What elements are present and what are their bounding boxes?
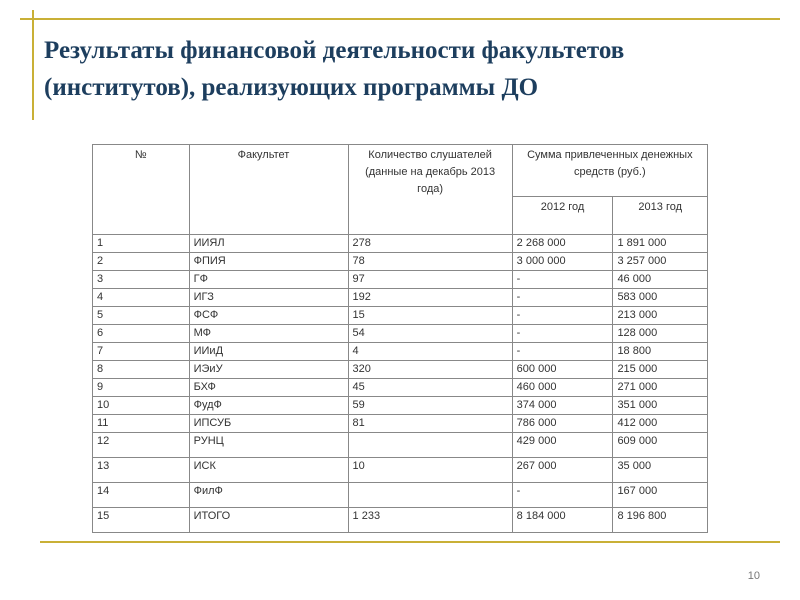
cell-number: 10 — [93, 397, 190, 415]
cell-faculty: ФПИЯ — [189, 253, 348, 271]
cell-number: 8 — [93, 361, 190, 379]
table-row — [93, 361, 708, 379]
cell-number: 1 — [93, 235, 190, 253]
cell-student-count: 10 — [348, 458, 512, 483]
cell-sum-2012: 786 000 — [512, 415, 613, 433]
cell-faculty: БХФ — [189, 379, 348, 397]
cell-sum-2012: 3 000 000 — [512, 253, 613, 271]
cell-student-count: 278 — [348, 235, 512, 253]
table-row — [93, 289, 708, 307]
table-row — [93, 271, 708, 289]
cell-number: 3 — [93, 271, 190, 289]
table-row — [93, 415, 708, 433]
header-number: № — [93, 145, 190, 235]
table-row — [93, 379, 708, 397]
cell-sum-2013: 8 196 800 — [613, 508, 708, 533]
cell-student-count: 1 233 — [348, 508, 512, 533]
cell-sum-2012: - — [512, 307, 613, 325]
cell-faculty: ФСФ — [189, 307, 348, 325]
cell-student-count: 59 — [348, 397, 512, 415]
table-row — [93, 307, 708, 325]
header-funds-raised: Сумма привлеченных денежных средств (руб.) — [512, 145, 707, 197]
cell-faculty: ФудФ — [189, 397, 348, 415]
cell-sum-2012: 2 268 000 — [512, 235, 613, 253]
table-row — [93, 483, 708, 508]
cell-faculty: РУНЦ — [189, 433, 348, 458]
cell-number: 11 — [93, 415, 190, 433]
cell-sum-2012: - — [512, 289, 613, 307]
cell-student-count: 54 — [348, 325, 512, 343]
table-row — [93, 458, 708, 483]
header-year-2013: 2013 год — [613, 197, 708, 235]
table-row — [93, 397, 708, 415]
cell-sum-2012: - — [512, 483, 613, 508]
financial-results-table — [92, 144, 708, 533]
cell-sum-2013: 215 000 — [613, 361, 708, 379]
decorative-bottom-line — [40, 541, 780, 543]
cell-sum-2013: 351 000 — [613, 397, 708, 415]
cell-sum-2013: 412 000 — [613, 415, 708, 433]
header-year-2012: 2012 год — [512, 197, 613, 235]
decorative-vertical-line — [32, 10, 34, 120]
cell-sum-2013: 271 000 — [613, 379, 708, 397]
cell-faculty: ФилФ — [189, 483, 348, 508]
cell-faculty: ИСК — [189, 458, 348, 483]
cell-number: 2 — [93, 253, 190, 271]
header-student-count: Количество слушателей (данные на декабрь 2013 года) — [348, 145, 512, 235]
cell-number: 15 — [93, 508, 190, 533]
cell-sum-2012: 374 000 — [512, 397, 613, 415]
cell-number: 6 — [93, 325, 190, 343]
cell-sum-2012: 8 184 000 — [512, 508, 613, 533]
cell-sum-2012: - — [512, 343, 613, 361]
table-row — [93, 235, 708, 253]
cell-faculty: ИТОГО — [189, 508, 348, 533]
table-row — [93, 325, 708, 343]
cell-faculty: ИИиД — [189, 343, 348, 361]
cell-sum-2013: 46 000 — [613, 271, 708, 289]
table-row — [93, 343, 708, 361]
cell-student-count: 192 — [348, 289, 512, 307]
cell-sum-2013: 35 000 — [613, 458, 708, 483]
cell-sum-2013: 18 800 — [613, 343, 708, 361]
header-faculty: Факультет — [189, 145, 348, 235]
cell-student-count: 4 — [348, 343, 512, 361]
cell-sum-2013: 583 000 — [613, 289, 708, 307]
cell-student-count: 97 — [348, 271, 512, 289]
cell-sum-2013: 128 000 — [613, 325, 708, 343]
cell-student-count: 78 — [348, 253, 512, 271]
cell-number: 5 — [93, 307, 190, 325]
cell-student-count: 15 — [348, 307, 512, 325]
page-number: 10 — [747, 570, 760, 582]
cell-sum-2013: 609 000 — [613, 433, 708, 458]
table-row — [93, 508, 708, 533]
cell-number: 9 — [93, 379, 190, 397]
table-row — [93, 433, 708, 458]
cell-sum-2012: 267 000 — [512, 458, 613, 483]
cell-student-count — [348, 483, 512, 508]
cell-student-count: 320 — [348, 361, 512, 379]
cell-sum-2013: 1 891 000 — [613, 235, 708, 253]
cell-sum-2012: - — [512, 325, 613, 343]
cell-faculty: ИИЯЛ — [189, 235, 348, 253]
cell-student-count: 45 — [348, 379, 512, 397]
cell-faculty: ИЭиУ — [189, 361, 348, 379]
cell-sum-2012: 429 000 — [512, 433, 613, 458]
cell-sum-2013: 167 000 — [613, 483, 708, 508]
table-row — [93, 253, 708, 271]
cell-faculty: МФ — [189, 325, 348, 343]
cell-number: 13 — [93, 458, 190, 483]
cell-sum-2012: 600 000 — [512, 361, 613, 379]
cell-number: 12 — [93, 433, 190, 458]
slide-title: Результаты финансовой деятельности факультетов (институтов), реализующих программы ДО — [44, 37, 625, 101]
cell-faculty: ГФ — [189, 271, 348, 289]
cell-number: 4 — [93, 289, 190, 307]
cell-faculty: ИПСУБ — [189, 415, 348, 433]
decorative-top-line — [20, 18, 780, 20]
cell-number: 14 — [93, 483, 190, 508]
cell-sum-2012: - — [512, 271, 613, 289]
cell-sum-2012: 460 000 — [512, 379, 613, 397]
cell-student-count: 81 — [348, 415, 512, 433]
cell-student-count — [348, 433, 512, 458]
cell-faculty: ИГЗ — [189, 289, 348, 307]
cell-sum-2013: 213 000 — [613, 307, 708, 325]
cell-sum-2013: 3 257 000 — [613, 253, 708, 271]
cell-number: 7 — [93, 343, 190, 361]
